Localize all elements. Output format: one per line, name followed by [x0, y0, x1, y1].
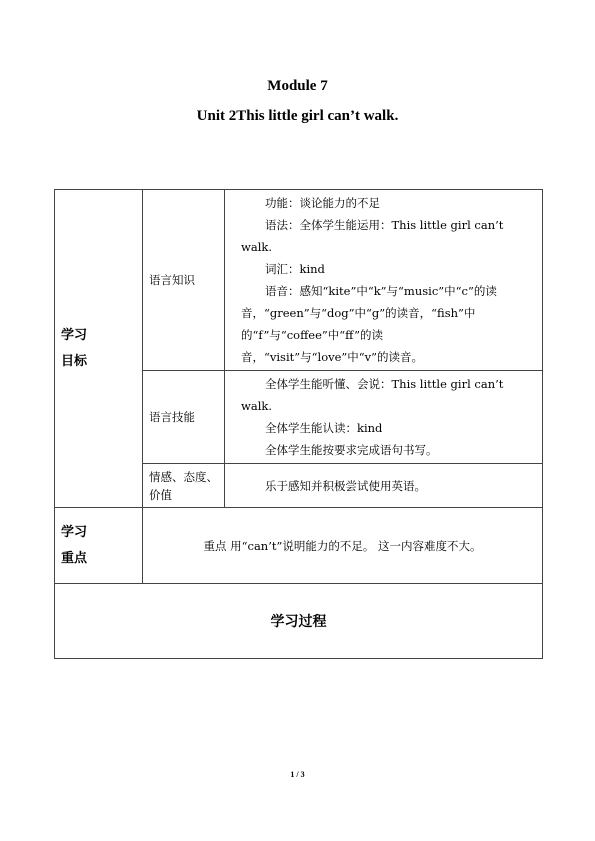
lesson-plan-table — [54, 189, 543, 659]
language-skills-content — [225, 371, 543, 464]
process-row — [55, 584, 543, 659]
skills-read: 全体学生能认读：kind — [265, 421, 383, 435]
knowledge-vocabulary: 词汇：kind — [265, 262, 325, 276]
knowledge-phonics: 语音：感知“kite”中“k”与“music”中“c”的读音，“green”与“dog”中“g”的读音，“fish”中的“f”与“coffee”中“ff”的读音，“visit”与“love”中“v”的读音。 — [241, 284, 497, 364]
goals-label-line1: 学习 — [61, 327, 88, 343]
skills-write: 全体学生能按要求完成语句书写。 — [265, 443, 438, 457]
module-title: Module 7 — [267, 78, 328, 94]
goals-label — [55, 190, 143, 508]
goals-knowledge-row — [55, 190, 543, 371]
skills-listen-speak: 全体学生能听懂、会说：This little girl can’t walk. — [241, 377, 504, 413]
unit-title: Unit 2This little girl can’t walk. — [196, 108, 399, 124]
focus-row — [55, 508, 543, 584]
focus-label — [55, 508, 143, 584]
attitude-content — [225, 464, 543, 508]
attitude-text: 乐于感知并积极尝试使用英语。 — [265, 478, 426, 493]
process-heading: 学习过程 — [55, 584, 543, 659]
knowledge-function: 功能：谈论能力的不足 — [265, 196, 380, 210]
goals-label-line2: 目标 — [61, 353, 88, 369]
knowledge-grammar: 语法：全体学生能运用：This little girl can’t walk. — [241, 218, 504, 254]
attitude-label: 情感、态度、价值 — [143, 464, 225, 508]
language-knowledge-label: 语言知识 — [143, 190, 225, 371]
language-skills-label: 语言技能 — [143, 371, 225, 464]
focus-label-line1: 学习 — [61, 524, 88, 540]
focus-label-line2: 重点 — [61, 550, 88, 566]
focus-content: 重点 用“can’t”说明能力的不足。 这一内容难度不大。 — [143, 508, 543, 584]
page-number: 1 / 3 — [290, 770, 305, 779]
language-knowledge-content — [225, 190, 543, 371]
